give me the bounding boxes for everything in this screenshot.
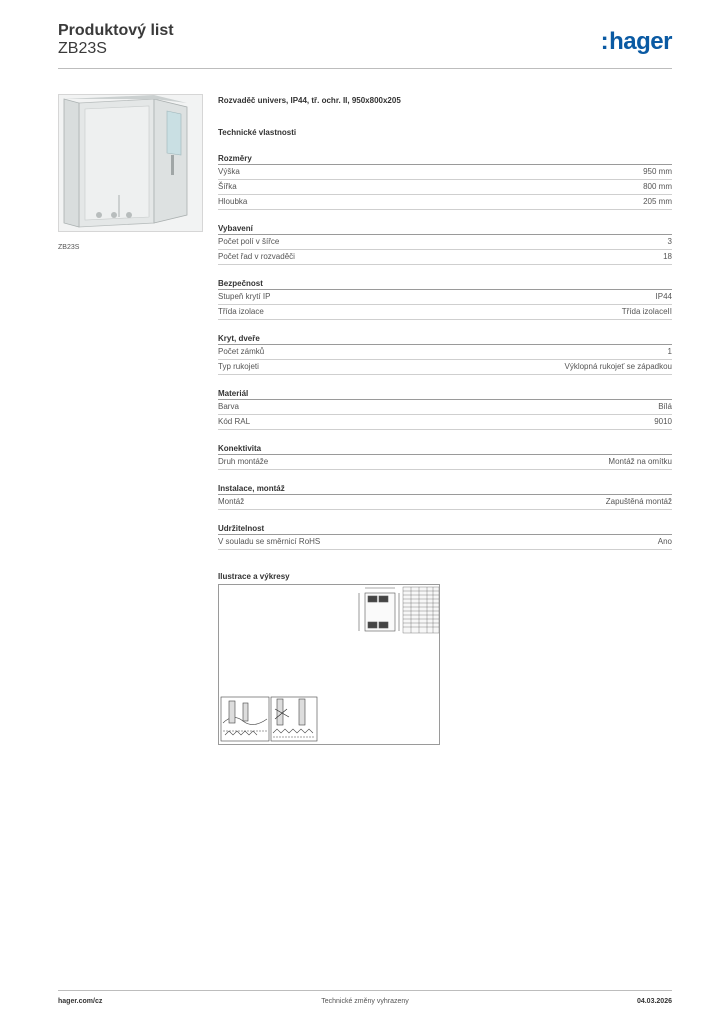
spec-row [218, 400, 672, 415]
footer-divider [58, 990, 672, 991]
spec-row [218, 250, 672, 265]
spec-row [218, 495, 672, 510]
spec-label: Počet zámků [218, 347, 265, 356]
spec-label: Počet řad v rozvaděči [218, 252, 295, 261]
section-cover-doors [218, 334, 672, 375]
page-header [58, 22, 672, 70]
product-description: Rozvaděč univers, IP44, tř. ochr. II, 950x800x205 [218, 96, 401, 105]
section-title: Udržitelnost [218, 524, 672, 535]
illustrations-box [218, 584, 440, 745]
spec-label: Stupeň krytí IP [218, 292, 271, 301]
section-dimensions [218, 154, 672, 210]
spec-row [218, 455, 672, 470]
spec-label: Hloubka [218, 197, 248, 206]
spec-label: Kód RAL [218, 417, 251, 426]
technical-drawings [219, 585, 439, 744]
spec-label: Barva [218, 402, 239, 411]
spec-value: 205 mm [643, 197, 672, 206]
header-divider [58, 68, 672, 69]
section-sustainability [218, 524, 672, 550]
spec-value: Bílá [658, 402, 672, 411]
footer-date: 04.03.2026 [636, 998, 672, 1005]
section-title: Vybavení [218, 224, 672, 235]
spec-label: Typ rukojeti [218, 362, 259, 371]
section-connectivity [218, 444, 672, 470]
spec-row [218, 165, 672, 180]
section-installation [218, 484, 672, 510]
spec-label: V souladu se směrnicí RoHS [218, 537, 321, 546]
spec-row [218, 305, 672, 320]
section-title: Rozměry [218, 154, 672, 165]
installation-drawing-1 [221, 697, 269, 741]
section-equipment [218, 224, 672, 265]
technical-properties-heading: Technické vlastnosti [218, 128, 297, 137]
spec-value: IP44 [655, 292, 672, 301]
section-safety [218, 279, 672, 320]
spec-label: Druh montáže [218, 457, 269, 466]
spec-value: Zapuštěná montáž [605, 497, 672, 506]
spec-label: Výška [218, 167, 240, 176]
spec-value: 9010 [654, 417, 672, 426]
section-title: Instalace, montáž [218, 484, 672, 495]
spec-row [218, 360, 672, 375]
section-material [218, 389, 672, 430]
spec-label: Třída izolace [218, 307, 264, 316]
spec-row [218, 195, 672, 210]
product-image [58, 94, 203, 232]
dimension-drawing [359, 588, 399, 631]
spec-value: Montáž na omítku [608, 457, 672, 466]
spec-row [218, 180, 672, 195]
logo-colon-mark: : [600, 28, 609, 55]
section-title: Materiál [218, 389, 672, 400]
spec-value: Ano [657, 537, 672, 546]
footer-notice: Technické změny vyhrazeny [321, 998, 409, 1005]
installation-drawing-2 [271, 697, 317, 741]
illustrations-heading: Ilustrace a výkresy [218, 572, 290, 581]
product-details [218, 96, 672, 581]
spec-value: 1 [667, 347, 672, 356]
spec-value: 3 [667, 237, 672, 246]
spec-label: Montáž [218, 497, 245, 506]
spec-value: 950 mm [643, 167, 672, 176]
spec-value: 18 [663, 252, 672, 261]
product-code: ZB23S [58, 40, 107, 57]
spec-label: Počet polí v šířce [218, 237, 280, 246]
cabinet-illustration [59, 95, 203, 232]
spec-row [218, 535, 672, 550]
logo-text: hager [609, 28, 672, 55]
image-caption: ZB23S [58, 244, 80, 251]
spec-value: Třída izolaceII [621, 307, 672, 316]
section-title: Bezpečnost [218, 279, 672, 290]
spec-row [218, 345, 672, 360]
document-title: Produktový list [58, 22, 174, 39]
spec-row [218, 290, 672, 305]
spec-row [218, 235, 672, 250]
footer-website-link[interactable]: hager.com/cz [58, 998, 103, 1005]
spec-value: Výklopná rukojeť se západkou [564, 362, 672, 371]
hager-logo [601, 28, 672, 56]
spec-value: 800 mm [643, 182, 672, 191]
dimension-table [403, 587, 439, 633]
spec-label: Šířka [218, 182, 237, 191]
spec-row [218, 415, 672, 430]
section-title: Konektivita [218, 444, 672, 455]
section-title: Kryt, dveře [218, 334, 672, 345]
